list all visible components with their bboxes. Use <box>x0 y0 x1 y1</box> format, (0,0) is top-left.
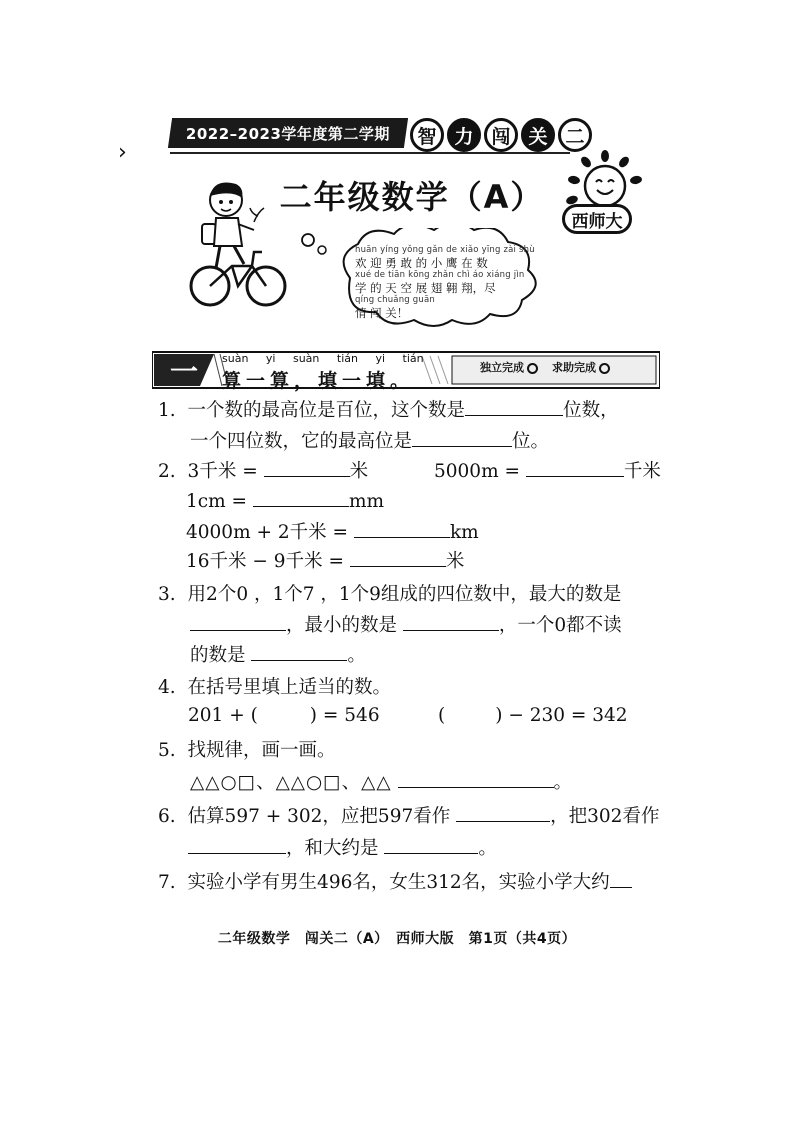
answer-blank[interactable] <box>350 548 446 567</box>
badge-er: 二 <box>558 118 592 152</box>
question-4-line-2 <box>188 705 380 726</box>
completion-options <box>480 359 610 375</box>
option-assisted-label: 求助完成 <box>552 361 596 374</box>
side-arrow-mark: › <box>118 140 127 165</box>
question-text: 3千米 = <box>187 461 258 482</box>
answer-blank[interactable] <box>465 397 563 416</box>
section-title: 算一算，填一填。 <box>222 370 415 392</box>
question-2-line-1 <box>158 457 368 483</box>
answer-blank[interactable] <box>251 642 347 661</box>
question-text: 找规律，画一画。 <box>187 740 336 761</box>
answer-blank[interactable] <box>253 488 349 507</box>
question-text: 的数是 <box>190 645 246 666</box>
question-text: ，一个0都不读 <box>498 615 622 636</box>
question-text: 201 + ( <box>188 705 258 726</box>
answer-blank[interactable] <box>610 869 632 888</box>
cloud-line-2: 学 的 天 空 展 翅 翱 翔，尽 <box>355 280 496 295</box>
question-text: mm <box>348 491 385 512</box>
question-text: 位。 <box>512 431 550 452</box>
question-5-line-2 <box>190 768 572 794</box>
question-text: km <box>449 522 479 543</box>
section-pinyin: suàn yi suàn tián yi tián <box>222 352 424 365</box>
cloud-pinyin-3: qíng chuǎng guān <box>355 295 435 305</box>
cloud-pinyin-2: xué de tiān kōng zhǎn chì áo xiáng jìn <box>355 270 525 280</box>
question-5-line-1 <box>158 736 336 762</box>
badge-li: 力 <box>447 118 481 152</box>
question-7-line-1 <box>158 868 632 894</box>
answer-blank[interactable] <box>403 612 499 631</box>
answer-blank[interactable] <box>412 428 512 447</box>
option-independent-circle[interactable] <box>527 363 538 374</box>
question-text: ，把302看作 <box>550 806 660 827</box>
page-title: 二年级数学（A） <box>279 178 545 216</box>
option-assisted[interactable] <box>552 359 610 375</box>
option-independent-label: 独立完成 <box>480 361 524 374</box>
badge-guan: 关 <box>521 118 555 152</box>
question-text: 千米 <box>623 461 661 482</box>
question-4-line-1 <box>158 673 391 699</box>
question-1-line-1 <box>158 396 619 422</box>
question-3-line-2 <box>190 611 622 637</box>
question-3-line-1 <box>158 580 621 606</box>
badge-chuang: 闯 <box>484 118 518 152</box>
challenge-badges <box>410 118 592 152</box>
question-3-line-3 <box>190 641 366 667</box>
section-number: 一 <box>170 355 199 388</box>
question-text: 。 <box>347 645 366 666</box>
question-text: ，最小的数是 <box>286 615 398 636</box>
question-2-line-3 <box>186 518 479 544</box>
answer-blank[interactable] <box>354 519 450 538</box>
question-number: 7. <box>158 872 176 893</box>
option-independent[interactable] <box>480 359 538 375</box>
answer-blank[interactable] <box>384 835 478 854</box>
question-text: 一个数的最高位是百位，这个数是 <box>187 400 466 421</box>
answer-blank[interactable] <box>526 458 624 477</box>
question-6-line-1 <box>158 802 659 828</box>
cloud-line-3: 情 闯 关！ <box>355 305 409 320</box>
question-6-line-2 <box>188 834 497 860</box>
question-text: 位数， <box>563 400 619 421</box>
question-text: ，和大约是 <box>286 838 379 859</box>
question-2-line-4 <box>186 547 464 573</box>
answer-blank[interactable] <box>188 835 286 854</box>
question-text: ) − 230 = 342 <box>495 705 628 726</box>
cloud-message <box>355 244 545 319</box>
question-text: 实验小学有男生496名，女生312名，实验小学大约 <box>187 872 610 893</box>
question-text: 在括号里填上适当的数。 <box>187 677 392 698</box>
question-1-line-2 <box>190 427 549 453</box>
publisher-badge: 西师大 <box>562 204 632 234</box>
page-footer: 二年级数学 闯关二（A） 西师大版 第1页（共4页） <box>217 931 577 947</box>
badge-zhi: 智 <box>410 118 444 152</box>
boy-on-bicycle-illustration <box>188 178 288 308</box>
question-text: 。 <box>553 772 573 793</box>
question-text: 一个四位数，它的最高位是 <box>190 431 413 452</box>
question-number: 4. <box>158 677 176 698</box>
question-text: 米 <box>349 461 369 482</box>
term-text: 2022–2023学年度第二学期 <box>186 124 390 143</box>
shape-pattern: △△○□、△△○□、△△ <box>190 772 392 793</box>
question-number: 5. <box>158 740 176 761</box>
question-text: 1cm = <box>186 491 248 512</box>
answer-blank[interactable] <box>264 458 350 477</box>
question-number: 6. <box>158 806 176 827</box>
term-banner <box>168 118 408 148</box>
cloud-line-1: 欢 迎 勇 敢 的 小 鹰 在 数 <box>355 255 488 270</box>
question-text: 4000m + 2千米 = <box>186 522 349 543</box>
cloud-bubbles <box>300 232 330 256</box>
question-text: ( <box>438 705 446 726</box>
question-number: 3. <box>158 584 176 605</box>
question-text: 用2个0 ，1个7 ，1个9组成的四位数中，最大的数是 <box>187 584 622 605</box>
question-text: 16千米 − 9千米 = <box>186 551 344 572</box>
question-text: 估算597 + 302，应把597看作 <box>187 806 451 827</box>
question-2-line-1b <box>434 457 661 483</box>
question-text: 。 <box>478 838 497 859</box>
question-text: 5000m = <box>434 461 521 482</box>
option-assisted-circle[interactable] <box>599 363 610 374</box>
header-rule <box>170 152 570 154</box>
question-4-line-2b <box>438 705 628 726</box>
question-2-line-2 <box>186 488 384 512</box>
cloud-pinyin-1: huān yíng yǒng gǎn de xiǎo yīng zài shù <box>355 245 535 255</box>
question-text: 米 <box>445 551 465 572</box>
question-number: 2. <box>158 461 176 482</box>
question-text: ) = 546 <box>309 705 380 726</box>
answer-blank[interactable] <box>456 803 550 822</box>
answer-blank[interactable] <box>398 769 554 788</box>
answer-blank[interactable] <box>190 612 286 631</box>
question-number: 1. <box>158 400 176 421</box>
